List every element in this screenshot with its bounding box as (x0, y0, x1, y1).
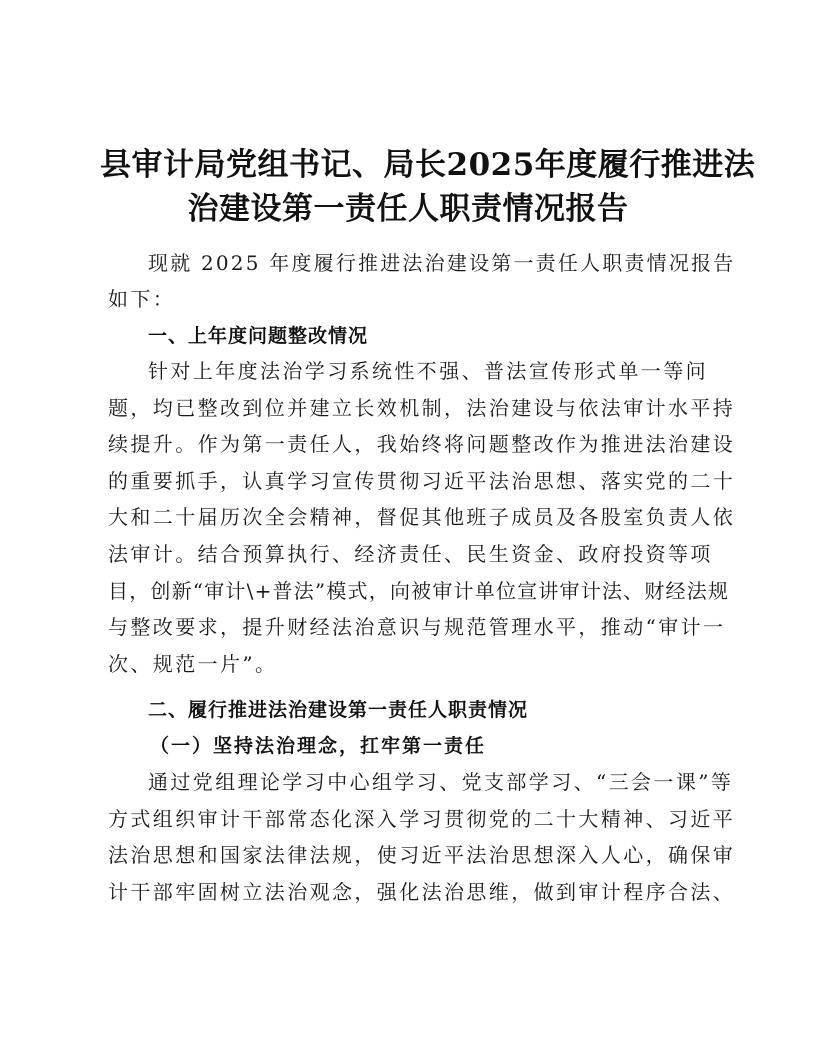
document-title-line-1: 县审计局党组书记、局长2025年度履行推进法 (100, 147, 756, 183)
section-1-line-9: 次、规范一片”。 (108, 652, 278, 676)
section-1-line-3: 续提升。作为第一责任人，我始终将问题整改作为推进法治建设 (108, 432, 736, 456)
section-2-line-3: 法治思想和国家法律法规，使习近平法治思想深入人心，确保审 (108, 843, 736, 867)
section-1-line-4: 的重要抓手，认真学习宣传贯彻习近平法治思想、落实党的二十 (108, 469, 736, 493)
section-2-line-2: 方式组织审计干部常态化深入学习贯彻党的二十大精神、习近平 (108, 807, 736, 831)
section-1-heading: 一、上年度问题整改情况 (148, 325, 369, 347)
section-1-line-7: 目，创新“审计\+普法”模式，向被审计单位宣讲审计法、财经法规 (108, 579, 730, 603)
intro-line-1: 现就 2025 年度履行推进法治建设第一责任人职责情况报告 (148, 251, 736, 275)
document-title-line-2: 治建设第一责任人职责情况报告 (187, 191, 629, 227)
section-2-heading: 二、履行推进法治建设第一责任人职责情况 (148, 699, 529, 721)
section-2-line-4: 计干部牢固树立法治观念，强化法治思维，做到审计程序合法、 (108, 880, 736, 904)
intro-line-2: 如下： (108, 287, 176, 311)
section-1-line-8: 与整改要求，提升财经法治意识与规范管理水平，推动“审计一 (108, 615, 726, 639)
section-1-line-2: 题，均已整改到位并建立长效机制，法治建设与依法审计水平持 (108, 396, 736, 420)
section-2-line-1: 通过党组理论学习中心组学习、党支部学习、“三会一课”等 (148, 770, 734, 794)
section-1-line-6: 法审计。结合预算执行、经济责任、民生资金、政府投资等项 (108, 542, 713, 566)
section-1-line-5: 大和二十届历次全会精神，督促其他班子成员及各股室负责人依 (108, 505, 736, 529)
section-1-line-1: 针对上年度法治学习系统性不强、普法宣传形式单一等问 (148, 359, 708, 383)
section-2-subheading-1: （一）坚持法治理念，扛牢第一责任 (150, 735, 487, 757)
